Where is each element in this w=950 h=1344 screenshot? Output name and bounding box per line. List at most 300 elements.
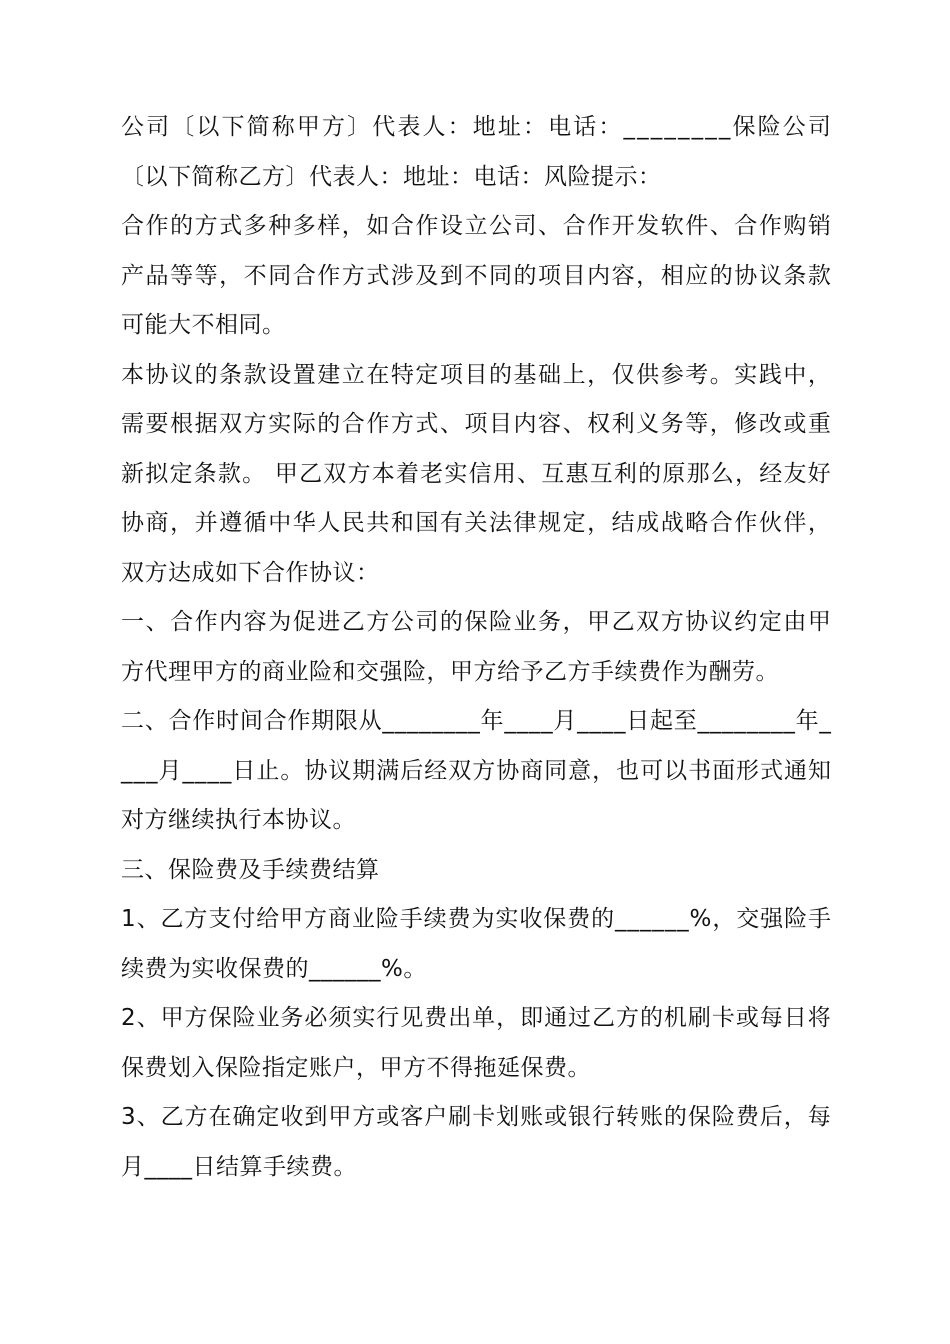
text-char: 利 bbox=[611, 411, 635, 437]
text-char: 方 bbox=[304, 906, 328, 932]
text-char: 华 bbox=[292, 510, 316, 536]
text-char: 、 bbox=[144, 708, 168, 734]
text-char: 和 bbox=[390, 510, 414, 536]
text-char: _ bbox=[516, 708, 529, 734]
text-char: 供 bbox=[636, 362, 660, 388]
text-char: 收 bbox=[280, 1104, 304, 1130]
text-char: 际 bbox=[292, 411, 316, 437]
text-char: 可 bbox=[640, 758, 664, 784]
text-char: 修 bbox=[734, 411, 758, 437]
text-char: _ bbox=[504, 708, 516, 734]
text-char: _ bbox=[207, 758, 219, 784]
text-char: 略 bbox=[685, 510, 709, 536]
text-char: 日 bbox=[783, 1005, 807, 1031]
text-char: 定 bbox=[758, 609, 782, 635]
text-char: 从 bbox=[358, 708, 382, 734]
text-char: 式 bbox=[760, 758, 784, 784]
text-char: _ bbox=[589, 708, 601, 734]
text-line bbox=[121, 706, 831, 736]
text-char: 战 bbox=[660, 510, 684, 536]
text-char: 议 bbox=[709, 609, 733, 635]
text-char: 约 bbox=[734, 609, 758, 635]
text-char: 实 bbox=[734, 362, 758, 388]
text-char: 在 bbox=[366, 362, 390, 388]
text-char: _ bbox=[746, 708, 759, 734]
text-char: 利 bbox=[613, 461, 637, 487]
text-char: 特 bbox=[390, 362, 414, 388]
text-char: ： bbox=[447, 114, 471, 140]
text-char: 手 bbox=[399, 906, 423, 932]
text-char: 以 bbox=[196, 114, 220, 140]
text-char: 方 bbox=[322, 114, 345, 140]
text-char: 合 bbox=[263, 708, 287, 734]
text-char: 协 bbox=[734, 263, 758, 289]
text-char: 。 bbox=[280, 758, 304, 784]
text-char: 多 bbox=[243, 213, 267, 239]
text-char: 简 bbox=[246, 114, 270, 140]
text-char: _ bbox=[652, 906, 664, 932]
text-char: 结 bbox=[611, 510, 635, 536]
text-char: 经 bbox=[759, 461, 783, 487]
text-char: _ bbox=[734, 708, 746, 734]
text-char: _ bbox=[627, 906, 639, 932]
text-char: 销 bbox=[807, 213, 831, 239]
text-char: 上 bbox=[562, 362, 586, 388]
text-char: 付 bbox=[232, 906, 256, 932]
text-char: _ bbox=[431, 708, 443, 734]
text-char: 交 bbox=[736, 906, 760, 932]
text-char: 电 bbox=[548, 114, 572, 140]
text-char: 方 bbox=[341, 263, 365, 289]
text-char: 乙 bbox=[299, 461, 323, 487]
text-char: _ bbox=[783, 708, 795, 734]
text-line: 双方达成如下合作协议： bbox=[121, 560, 380, 586]
text-char: 期 bbox=[352, 758, 376, 784]
text-char: ， bbox=[807, 362, 831, 388]
text-char: _ bbox=[639, 906, 652, 932]
text-char: 作 bbox=[145, 213, 169, 239]
text-char: 方 bbox=[615, 1005, 639, 1031]
text-char: 定 bbox=[256, 1104, 280, 1130]
text-char: 实 bbox=[444, 461, 468, 487]
text-char: 司 bbox=[146, 114, 170, 140]
text-char: 〔 bbox=[171, 114, 195, 140]
text-char: 产 bbox=[121, 263, 144, 289]
text-char: 目 bbox=[464, 362, 488, 388]
text-char: 收 bbox=[519, 906, 543, 932]
text-char: 甲 bbox=[296, 114, 320, 140]
text-char: 时 bbox=[216, 708, 240, 734]
text-char: 商 bbox=[145, 510, 169, 536]
text-char: 促 bbox=[292, 609, 316, 635]
text-char: _ bbox=[650, 114, 663, 140]
text-char: 及 bbox=[415, 263, 439, 289]
text-char: 础 bbox=[538, 362, 562, 388]
text-char: % bbox=[689, 906, 712, 932]
text-char: _ bbox=[145, 758, 158, 784]
text-char: 着 bbox=[395, 461, 419, 487]
text-char: 、 bbox=[136, 906, 160, 932]
text-char: 作 bbox=[587, 213, 611, 239]
text-char: 日 bbox=[232, 758, 256, 784]
text-char: 、 bbox=[136, 1104, 160, 1130]
text-char: 乙 bbox=[341, 609, 365, 635]
text-char: 后 bbox=[759, 1104, 783, 1130]
text-char: 作 bbox=[758, 213, 782, 239]
text-char: 月 bbox=[158, 758, 182, 784]
text-char: 践 bbox=[758, 362, 782, 388]
text-char: ， bbox=[712, 906, 736, 932]
text-char: 定 bbox=[169, 461, 193, 487]
text-char: 续 bbox=[423, 906, 447, 932]
text-char: _ bbox=[394, 708, 407, 734]
text-char: _ bbox=[601, 708, 614, 734]
text-char: _ bbox=[615, 906, 627, 932]
text-char: 的 bbox=[709, 263, 733, 289]
text-line: 方代理甲方的商业险和交强险，甲方给予乙方手续费作为酬劳。 bbox=[121, 659, 779, 685]
text-char: 业 bbox=[256, 1005, 280, 1031]
text-char: 的 bbox=[488, 362, 512, 388]
text-char: 应 bbox=[685, 263, 709, 289]
text-char: 成 bbox=[636, 510, 660, 536]
text-char: _ bbox=[709, 708, 722, 734]
text-char: 法 bbox=[488, 510, 512, 536]
text-char: 后 bbox=[400, 758, 424, 784]
text-char: 实 bbox=[268, 411, 292, 437]
text-char: 、 bbox=[517, 461, 541, 487]
text-char: 期 bbox=[311, 708, 335, 734]
text-char: 目 bbox=[488, 411, 512, 437]
text-char: 建 bbox=[317, 362, 341, 388]
text-char: ， bbox=[807, 510, 831, 536]
text-char: 称 bbox=[271, 114, 295, 140]
text-char: 至 bbox=[673, 708, 697, 734]
text-line: 保费划入保险指定账户，甲方不得拖延保费。 bbox=[121, 1055, 591, 1081]
text-char: 双 bbox=[448, 758, 472, 784]
text-char: 式 bbox=[219, 213, 243, 239]
text-char: 客 bbox=[400, 1104, 424, 1130]
text-char: 律 bbox=[513, 510, 537, 536]
text-char: 置 bbox=[292, 362, 316, 388]
text-char: 表 bbox=[397, 114, 421, 140]
text-char: 险 bbox=[232, 1005, 256, 1031]
text-char: 方 bbox=[390, 411, 414, 437]
text-char: 款 bbox=[243, 362, 267, 388]
text-char: 涉 bbox=[390, 263, 414, 289]
text-line bbox=[121, 607, 831, 637]
text-char: 方 bbox=[184, 1005, 208, 1031]
text-char: 立 bbox=[341, 362, 365, 388]
text-char: 多 bbox=[292, 213, 316, 239]
text-char: 甲 bbox=[280, 906, 304, 932]
text-char: 本 bbox=[121, 362, 144, 388]
text-char: 即 bbox=[520, 1005, 544, 1031]
text-char: 方 bbox=[347, 461, 371, 487]
text-char: 议 bbox=[328, 758, 352, 784]
text-char: ： bbox=[598, 114, 622, 140]
text-char: 卡 bbox=[472, 1104, 496, 1130]
text-char: 并 bbox=[194, 510, 218, 536]
text-char: _ bbox=[677, 906, 689, 932]
text-char: 意 bbox=[568, 758, 592, 784]
text-char: 参 bbox=[660, 362, 684, 388]
text-char: 在 bbox=[208, 1104, 232, 1130]
text-char: 双 bbox=[636, 609, 660, 635]
text-char: 出 bbox=[448, 1005, 472, 1031]
text-char: 设 bbox=[268, 362, 292, 388]
text-char: 的 bbox=[317, 411, 341, 437]
text-char: 保 bbox=[208, 1005, 232, 1031]
text-char: 人 bbox=[317, 510, 341, 536]
text-char: 款 bbox=[217, 461, 241, 487]
text-char: 话 bbox=[573, 114, 597, 140]
text-char: 商 bbox=[520, 758, 544, 784]
text-char: 保 bbox=[464, 609, 488, 635]
text-char: 为 bbox=[471, 906, 495, 932]
text-char: 保 bbox=[687, 1104, 711, 1130]
text-char: _ bbox=[419, 708, 431, 734]
text-char: 、 bbox=[562, 411, 586, 437]
text-char: 乙 bbox=[160, 1104, 184, 1130]
text-char: 划 bbox=[496, 1104, 520, 1130]
text-char: 品 bbox=[145, 263, 169, 289]
text-char: 合 bbox=[390, 213, 414, 239]
text-char: 满 bbox=[376, 758, 400, 784]
text-char: 基 bbox=[513, 362, 537, 388]
text-char: _ bbox=[121, 758, 133, 784]
text-char: 方 bbox=[194, 213, 218, 239]
text-char: ， bbox=[341, 213, 365, 239]
text-char: 的 bbox=[194, 362, 218, 388]
text-char: 甲 bbox=[160, 1005, 184, 1031]
text-char: 协 bbox=[304, 758, 328, 784]
text-char: 书 bbox=[688, 758, 712, 784]
text-line bbox=[121, 1003, 831, 1033]
text-char: 或 bbox=[783, 411, 807, 437]
text-char: 形 bbox=[736, 758, 760, 784]
text-char: 行 bbox=[592, 1104, 616, 1130]
text-char: 方 bbox=[660, 609, 684, 635]
text-char: 项 bbox=[538, 263, 562, 289]
text-char: 议 bbox=[170, 362, 194, 388]
text-char: 公 bbox=[121, 114, 144, 140]
text-char: 如 bbox=[366, 213, 390, 239]
text-char: 乙 bbox=[611, 609, 635, 635]
text-char: 保 bbox=[732, 114, 756, 140]
text-char: 协 bbox=[685, 609, 709, 635]
text-char: 的 bbox=[439, 609, 463, 635]
text-char: 月 bbox=[553, 708, 577, 734]
text-char: 甲 bbox=[274, 461, 298, 487]
text-char: 支 bbox=[208, 906, 232, 932]
text-char: 确 bbox=[232, 1104, 256, 1130]
text-char: _ bbox=[194, 758, 207, 784]
text-char: _ bbox=[623, 114, 635, 140]
text-char: 或 bbox=[735, 1005, 759, 1031]
text-char: 甲 bbox=[328, 1104, 352, 1130]
text-line bbox=[121, 1102, 831, 1132]
text-char: 的 bbox=[170, 213, 194, 239]
text-char: 代 bbox=[372, 114, 396, 140]
text-char: 也 bbox=[616, 758, 640, 784]
text-char: 单 bbox=[472, 1005, 496, 1031]
text-char: 转 bbox=[615, 1104, 639, 1130]
text-char: 中 bbox=[783, 362, 807, 388]
text-line bbox=[121, 756, 831, 786]
text-char: 、 bbox=[136, 1005, 160, 1031]
text-char: 、 bbox=[538, 213, 562, 239]
text-char: _ bbox=[133, 758, 145, 784]
text-char: 条 bbox=[193, 461, 217, 487]
text-char: 行 bbox=[376, 1005, 400, 1031]
text-line bbox=[121, 360, 831, 390]
text-char: 民 bbox=[341, 510, 365, 536]
text-char: 二 bbox=[121, 708, 144, 734]
text-char: _ bbox=[697, 708, 709, 734]
text-char: 式 bbox=[415, 411, 439, 437]
text-char: 作 bbox=[194, 609, 218, 635]
text-char: 公 bbox=[782, 114, 806, 140]
text-char: 见 bbox=[400, 1005, 424, 1031]
text-char: _ bbox=[443, 708, 456, 734]
text-char: _ bbox=[664, 114, 676, 140]
text-char bbox=[266, 459, 273, 489]
text-char: 方 bbox=[366, 609, 390, 635]
text-char: 、 bbox=[145, 609, 169, 635]
text-char: 面 bbox=[712, 758, 736, 784]
text-line: 三、保险费及手续费结算 bbox=[121, 857, 380, 883]
text-char: 考 bbox=[685, 362, 709, 388]
text-char: 样 bbox=[317, 213, 341, 239]
text-char: 甲 bbox=[807, 609, 831, 635]
text-char: 方 bbox=[472, 758, 496, 784]
text-char: 惠 bbox=[565, 461, 589, 487]
text-char: 费 bbox=[567, 906, 591, 932]
text-char: 到 bbox=[439, 263, 463, 289]
text-char: 务 bbox=[280, 1005, 304, 1031]
text-char: 3 bbox=[121, 1104, 136, 1130]
text-char: 件 bbox=[685, 213, 709, 239]
text-char: 。 bbox=[242, 461, 266, 487]
text-char: 司 bbox=[807, 114, 831, 140]
text-char: 合 bbox=[121, 213, 144, 239]
text-char: 双 bbox=[219, 411, 243, 437]
text-char: 每 bbox=[759, 1005, 783, 1031]
text-char: 每 bbox=[807, 1104, 831, 1130]
text-char: 由 bbox=[783, 609, 807, 635]
text-char: ， bbox=[587, 362, 611, 388]
text-char: _ bbox=[406, 708, 419, 734]
text-char: 的 bbox=[513, 263, 537, 289]
text-char: 重 bbox=[807, 411, 831, 437]
text-char: ， bbox=[592, 758, 616, 784]
text-char: 限 bbox=[334, 708, 358, 734]
text-char: 险 bbox=[711, 1104, 735, 1130]
text-char: 好 bbox=[807, 461, 831, 487]
text-line: 对方继续执行本协议。 bbox=[121, 807, 356, 833]
text-char: 险 bbox=[375, 906, 399, 932]
text-char: 伴 bbox=[783, 510, 807, 536]
text-line bbox=[121, 112, 831, 142]
text-char: 机 bbox=[663, 1005, 687, 1031]
text-char: 定 bbox=[415, 362, 439, 388]
text-char: 同 bbox=[488, 263, 512, 289]
text-char: 种 bbox=[268, 213, 292, 239]
text-char: ， bbox=[636, 263, 660, 289]
text-char: 遵 bbox=[219, 510, 243, 536]
text-char: 过 bbox=[568, 1005, 592, 1031]
text-char: ， bbox=[735, 461, 758, 487]
text-char: 项 bbox=[464, 411, 488, 437]
text-char: 险 bbox=[488, 609, 512, 635]
text-char: 通 bbox=[544, 1005, 568, 1031]
text-char: 止 bbox=[256, 758, 280, 784]
text-line bbox=[121, 409, 831, 439]
text-char: ， bbox=[783, 1104, 807, 1130]
text-char: ： bbox=[523, 114, 546, 140]
text-char: 的 bbox=[638, 461, 662, 487]
text-char: _ bbox=[705, 114, 717, 140]
text-char: 的 bbox=[591, 906, 615, 932]
text-char: 不 bbox=[243, 263, 267, 289]
text-char: 险 bbox=[784, 906, 808, 932]
text-char: 务 bbox=[538, 609, 562, 635]
text-line: 可能大不相同。 bbox=[121, 312, 286, 338]
text-char: 需 bbox=[121, 411, 144, 437]
text-char: 条 bbox=[219, 362, 243, 388]
text-char: 根 bbox=[170, 411, 194, 437]
text-char: 以 bbox=[664, 758, 688, 784]
text-line bbox=[121, 508, 831, 538]
text-char: 日 bbox=[626, 708, 650, 734]
text-char: 作 bbox=[192, 708, 216, 734]
text-line bbox=[121, 261, 831, 291]
text-char: 险 bbox=[757, 114, 781, 140]
text-line: 〔以下简称乙方〕代表人：地址：电话：风险提示： bbox=[121, 164, 662, 190]
text-char: 目 bbox=[562, 263, 586, 289]
text-char: 友 bbox=[783, 461, 807, 487]
text-char: 作 bbox=[734, 510, 758, 536]
text-char: 循 bbox=[243, 510, 267, 536]
text-char: 作 bbox=[317, 263, 341, 289]
text-char: _ bbox=[541, 708, 553, 734]
text-char: 容 bbox=[538, 411, 562, 437]
text-char: 为 bbox=[268, 609, 292, 635]
text-char: 内 bbox=[587, 263, 611, 289]
text-char: 或 bbox=[376, 1104, 400, 1130]
text-char: 甲 bbox=[587, 609, 611, 635]
text-char: 容 bbox=[243, 609, 267, 635]
text-char: 本 bbox=[371, 461, 395, 487]
text-char: ， bbox=[709, 411, 733, 437]
text-char: _ bbox=[637, 114, 649, 140]
text-line: 续费为实收保费的______%。 bbox=[121, 956, 427, 982]
text-char: 下 bbox=[221, 114, 245, 140]
text-char: 业 bbox=[513, 609, 537, 635]
text-char: 起 bbox=[649, 708, 673, 734]
text-char: 据 bbox=[194, 411, 218, 437]
text-char: 等 bbox=[194, 263, 218, 289]
text-char: _ bbox=[758, 708, 771, 734]
text-char: 1 bbox=[121, 906, 136, 932]
text-char: 信 bbox=[468, 461, 492, 487]
text-line bbox=[121, 904, 831, 934]
text-char: 用 bbox=[492, 461, 516, 487]
text-char: 年 bbox=[480, 708, 504, 734]
text-char: ， bbox=[562, 609, 586, 635]
text-char: 作 bbox=[287, 708, 311, 734]
text-char: 么 bbox=[710, 461, 734, 487]
